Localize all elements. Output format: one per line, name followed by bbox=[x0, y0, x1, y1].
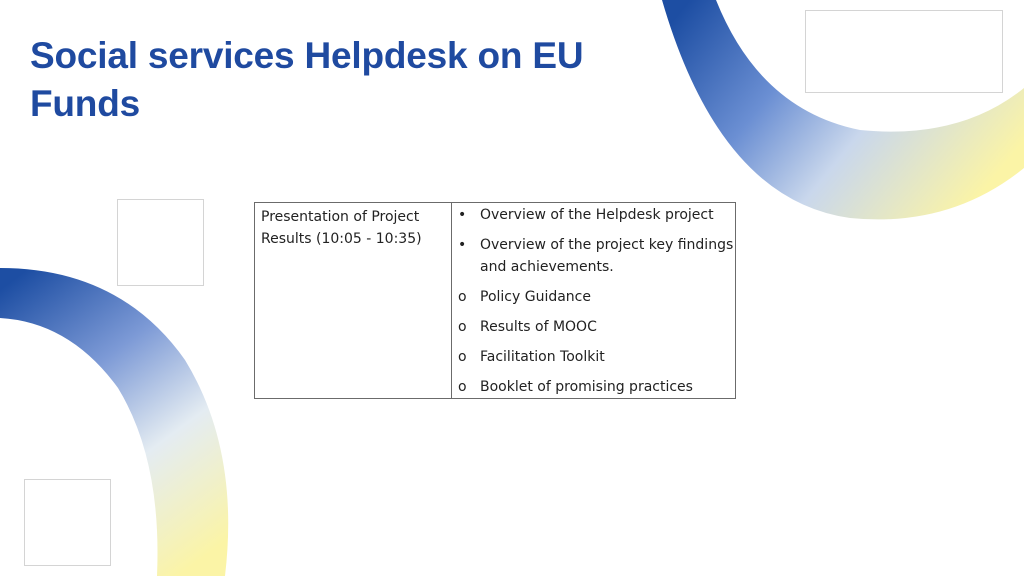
session-cell bbox=[255, 203, 452, 399]
list-item-text: Results of MOOC bbox=[480, 319, 597, 335]
image-placeholder bbox=[805, 10, 1003, 93]
sub-bullet-marker: o bbox=[458, 349, 467, 365]
sub-bullet-marker: o bbox=[458, 379, 467, 395]
list-item-text: Policy Guidance bbox=[480, 289, 591, 305]
list-item bbox=[452, 204, 735, 226]
bullet-marker: • bbox=[458, 237, 467, 253]
image-placeholder bbox=[24, 479, 111, 566]
sub-bullet-marker: o bbox=[458, 319, 467, 335]
slide-title: Social services Helpdesk on EU Funds bbox=[30, 35, 584, 124]
image-placeholder bbox=[117, 199, 204, 286]
list-item-text: Facilitation Toolkit bbox=[480, 349, 605, 365]
items-cell bbox=[452, 203, 736, 399]
session-label: Presentation of Project Results (10:05 - 10:35) bbox=[261, 209, 422, 247]
list-item-text: Overview of the project key findings and achievements. bbox=[480, 237, 734, 275]
list-item-text: Booklet of promising practices bbox=[480, 379, 693, 395]
list-item bbox=[452, 286, 735, 308]
list-item bbox=[452, 316, 735, 338]
list-item-text: Overview of the Helpdesk project bbox=[480, 207, 714, 223]
list-item bbox=[452, 376, 735, 398]
list-item bbox=[452, 346, 735, 368]
sub-bullet-marker: o bbox=[458, 289, 467, 305]
agenda-table bbox=[254, 202, 736, 399]
list-item bbox=[452, 234, 735, 278]
table-row bbox=[255, 203, 736, 399]
bullet-marker: • bbox=[458, 207, 467, 223]
